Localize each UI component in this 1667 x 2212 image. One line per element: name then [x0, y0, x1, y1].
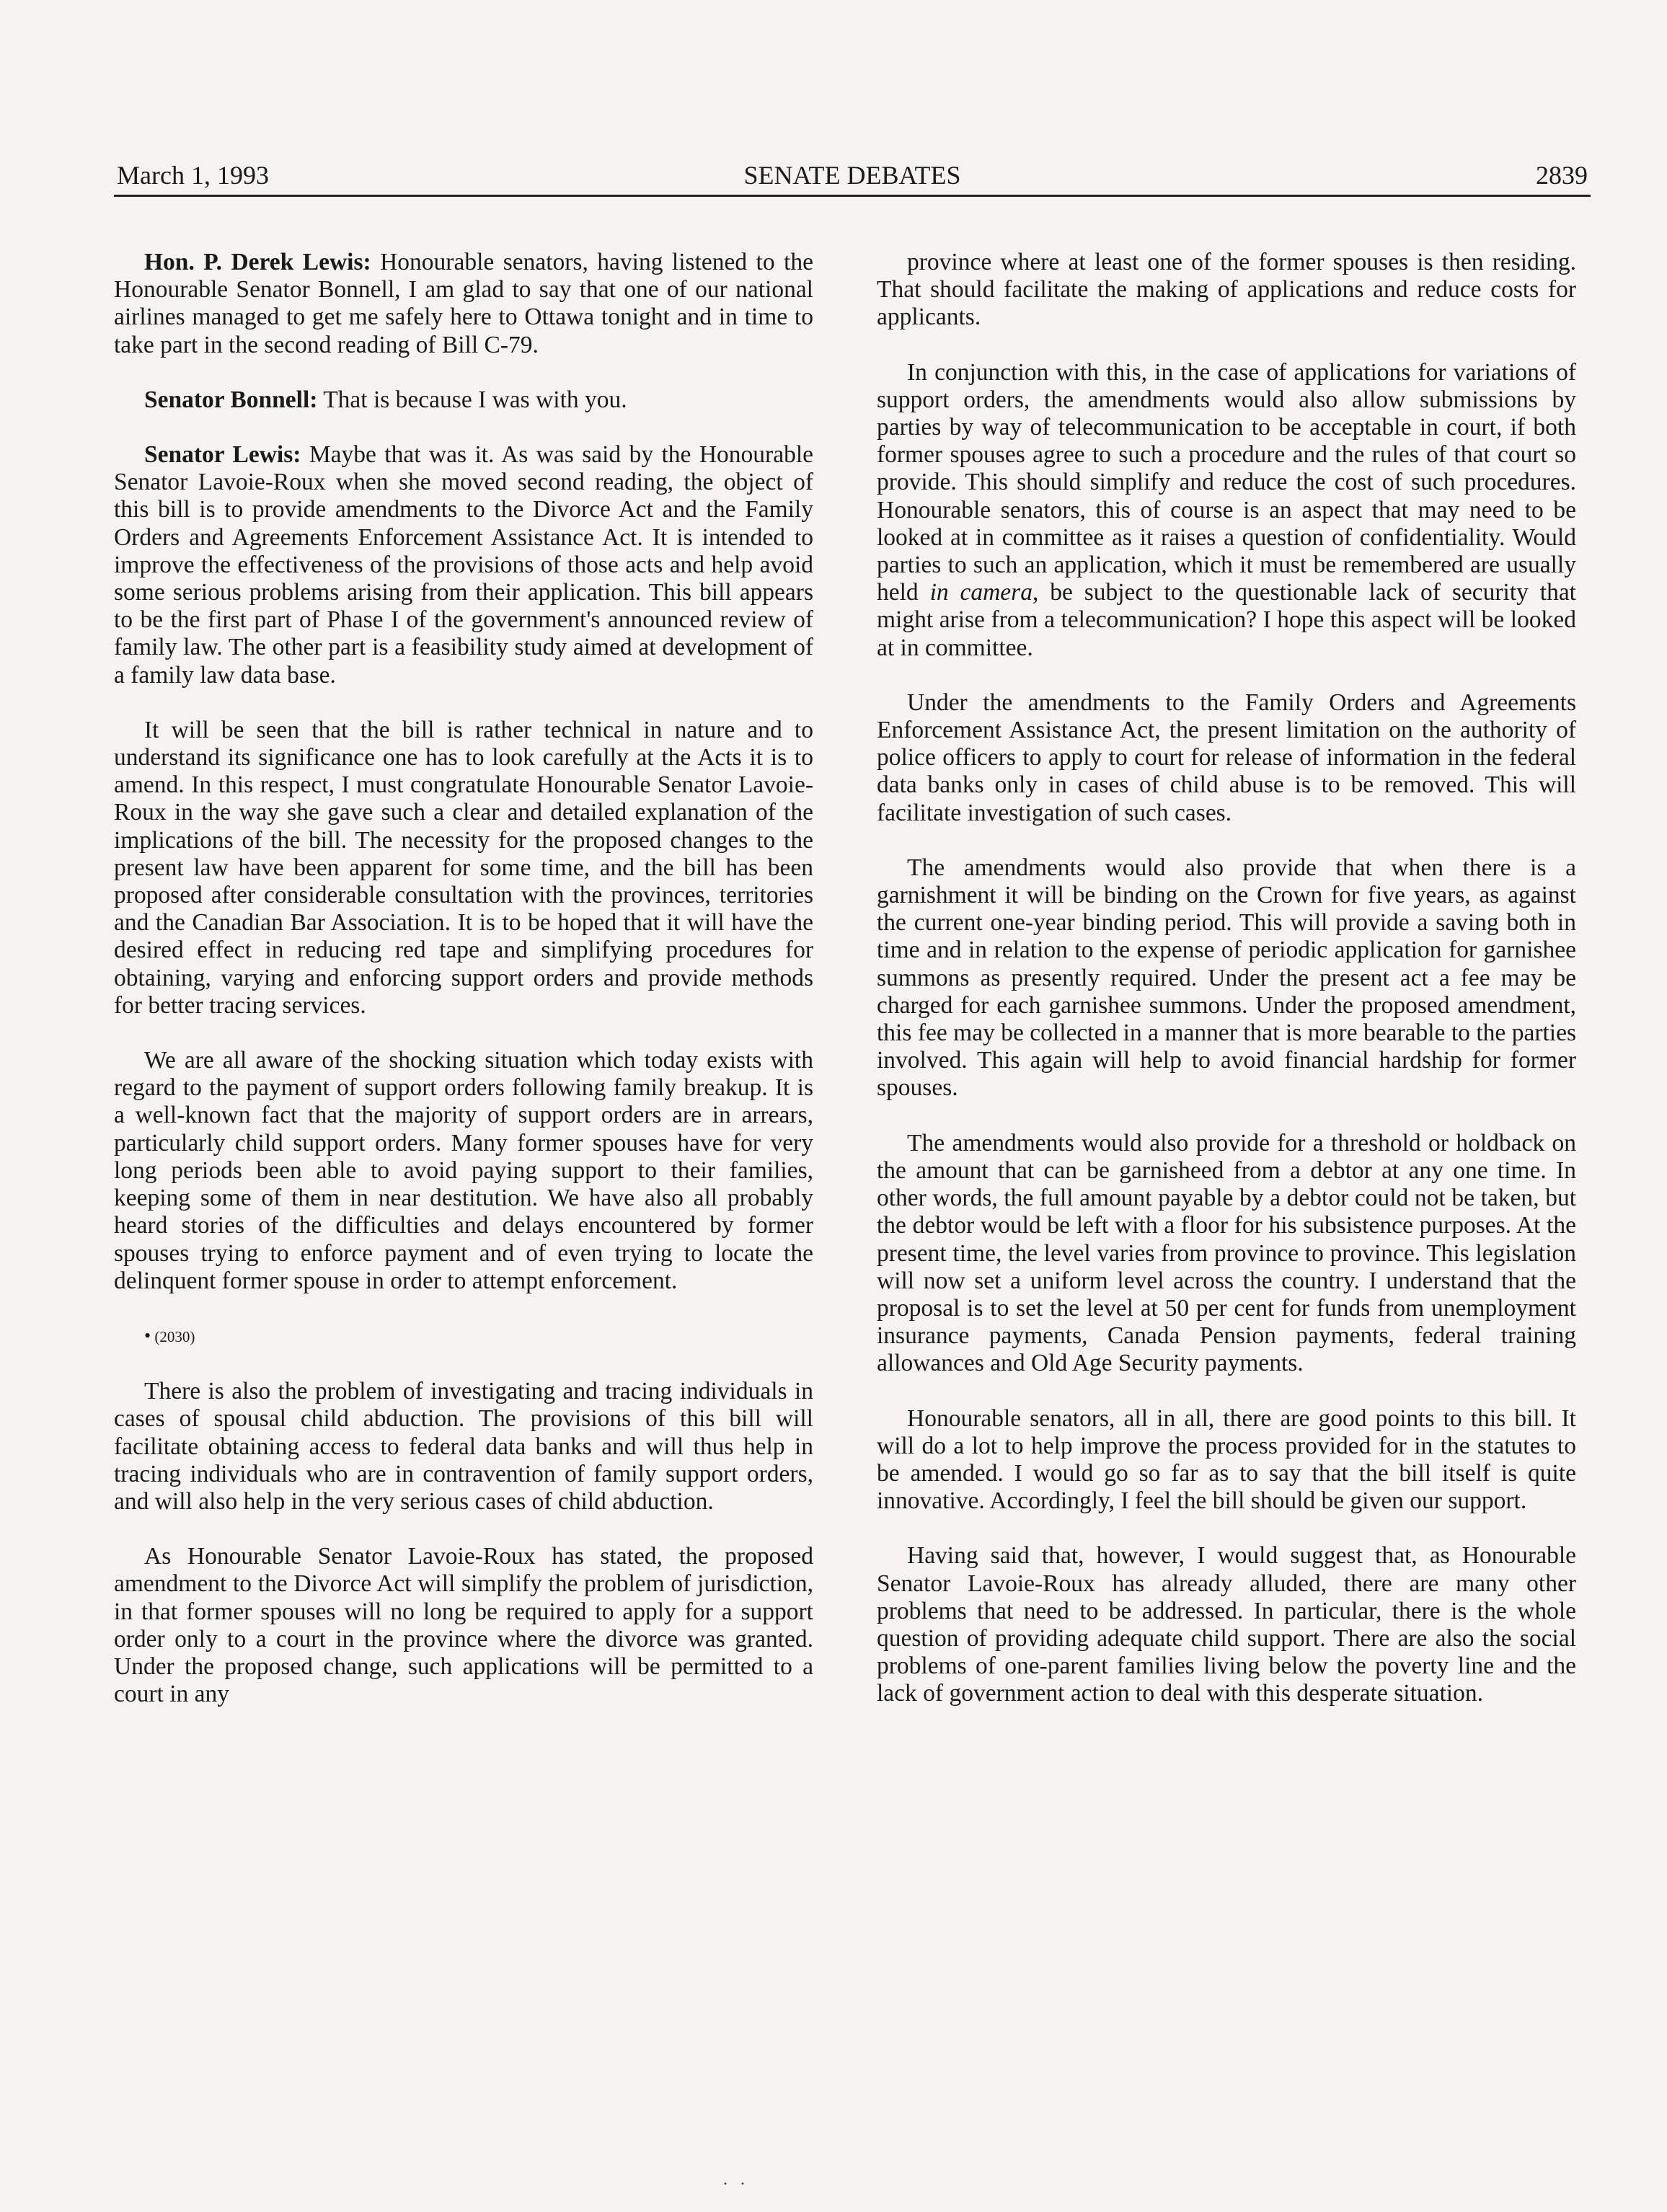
paragraph — [877, 359, 1576, 662]
speech-text: In conjunction with this, in the case of applications for variations of support orders, the amendments would also allow submissions by parties by way of telecommunication to be acceptable in court, if both former spouses agree to such a procedure and the rules of that court so provide. This should simplify and reduce the cost of such procedures. Honourable senators, this of course is an aspect that may need to be looked at in committee as it raises a question of confidentiality. Would parties to such an application, which it must be remembered are usually held — [877, 358, 1576, 606]
footer-dots: . . — [723, 2170, 749, 2189]
speech-text: , be subject to the questionable lack of security that might arise from a telecommunication? I hope this aspect will be looked at in committee. — [877, 579, 1576, 661]
bullet-icon: • — [144, 1324, 151, 1346]
paragraph: The amendments would also provide for a threshold or holdback on the amount that can be garnisheed from a debtor at any one time. In other words, the full amount payable by a debtor could not be taken, but the debtor would be left with a floor for his subsistence purposes. At the present time, the level varies from province to province. This legislation will now set a uniform level across the country. I understand that the proposal is to set the level at 50 per cent for funds from unemployment insurance payments, Canada Pension payments, federal training allowances and Old Age Security payments. — [877, 1129, 1576, 1377]
header-date: March 1, 1993 — [117, 161, 269, 190]
time-stamp: (2030) — [154, 1327, 195, 1345]
italic-term: in camera — [929, 579, 1033, 606]
left-column — [114, 249, 813, 1735]
speech-text: Honourable senators, having listened to the Honourable Senator Bonnell, I am glad to say that one of our national airlines managed to get me safely here to Ottawa tonight and in time to take part in the second reading of Bill C-79. — [114, 249, 813, 358]
header-publication-title: SENATE DEBATES — [743, 161, 961, 190]
speech-text: Maybe that was it. As was said by the Honourable Senator Lavoie-Roux when she moved second reading, the object of this bill is to provide amendments to the Divorce Act and the Family Orders and Agreements Enforcement Assistance Act. It is intended to improve the effectiveness of the provisions of those acts and help avoid some serious problems arising from their application. This bill appears to be the first part of Phase I of the government's announced review of family law. The other part is a feasibility study aimed at development of a family law data base. — [114, 441, 813, 689]
paragraph: Having said that, however, I would suggest that, as Honourable Senator Lavoie-Roux has already alluded, there are many other problems that need to be addressed. In particular, there is the whole question of providing adequate child support. There are also the social problems of one-parent families living below the poverty line and the lack of government action to deal with this desperate situation. — [877, 1542, 1576, 1707]
paragraph: The amendments would also provide that when there is a garnishment it will be binding on the Crown for five years, as against the current one-year binding period. This will provide a saving both in time and in relation to the expense of periodic application for garnishee summons as presently required. Under the present act a fee may be charged for each garnishee summons. Under the proposed amendment, this fee may be collected in a manner that is more bearable to the parties involved. This again will help to avoid financial hardship for former spouses. — [877, 854, 1576, 1102]
paragraph — [114, 441, 813, 689]
page-header — [114, 157, 1591, 197]
paragraph: province where at least one of the former spouses is then residing. That should facilitate the making of applications and reduce costs for applicants. — [877, 249, 1576, 331]
speech-text: That is because I was with you. — [317, 386, 627, 413]
speaker-name: Hon. P. Derek Lewis: — [144, 249, 371, 275]
right-column — [877, 249, 1576, 1735]
paragraph: Under the amendments to the Family Orders and Agreements Enforcement Assistance Act, the present limitation on the authority of police officers to apply to court for release of information in the federal data banks only in cases of child abuse is to be removed. This will facilitate investigation of such cases. — [877, 689, 1576, 826]
paragraph: As Honourable Senator Lavoie-Roux has stated, the proposed amendment to the Divorce Act will simplify the problem of jurisdiction, in that former spouses will no long be required to apply for a support order only to a court in the province where the divorce was granted. Under the proposed change, such applications will be permitted to a court in any — [114, 1543, 813, 1708]
paragraph: There is also the problem of investigating and tracing individuals in cases of spousal child abduction. The provisions of this bill will facilitate obtaining access to federal data banks and will thus help in tracing individuals who are in contravention of family support orders, and will also help in the very serious cases of child abduction. — [114, 1378, 813, 1515]
paragraph: We are all aware of the shocking situation which today exists with regard to the payment of support orders following family breakup. It is a well-known fact that the majority of support orders are in arrears, particularly child support orders. Many former spouses have for very long periods been able to avoid paying support to their families, keeping some of them in near destitution. We have also all probably heard stories of the difficulties and delays encountered by former spouses trying to enforce payment and of even trying to locate the delinquent former spouse in order to attempt enforcement. — [114, 1047, 813, 1294]
paragraph — [114, 386, 813, 414]
time-marker — [114, 1322, 813, 1350]
header-page-number: 2839 — [1536, 161, 1588, 190]
speaker-name: Senator Bonnell: — [144, 386, 318, 413]
paragraph: It will be seen that the bill is rather technical in nature and to understand its significance one has to look carefully at the Acts it is to amend. In this respect, I must congratulate Honourable Senator Lavoie-Roux in the way she gave such a clear and detailed explanation of the implications of the bill. The necessity for the proposed changes to the present law have been apparent for some time, and the bill has been proposed after considerable consultation with the provinces, territories and the Canadian Bar Association. It is to be hoped that it will have the desired effect in reducing red tape and simplifying procedures for obtaining, varying and enforcing support orders and provide methods for better tracing services. — [114, 716, 813, 1019]
speaker-name: Senator Lewis: — [144, 441, 301, 469]
paragraph — [114, 249, 813, 359]
paragraph: Honourable senators, all in all, there are good points to this bill. It will do a lot to help improve the process provided for in the statutes to be amended. I would go so far as to say that the bill itself is quite innovative. Accordingly, I feel the bill should be given our support. — [877, 1404, 1576, 1515]
